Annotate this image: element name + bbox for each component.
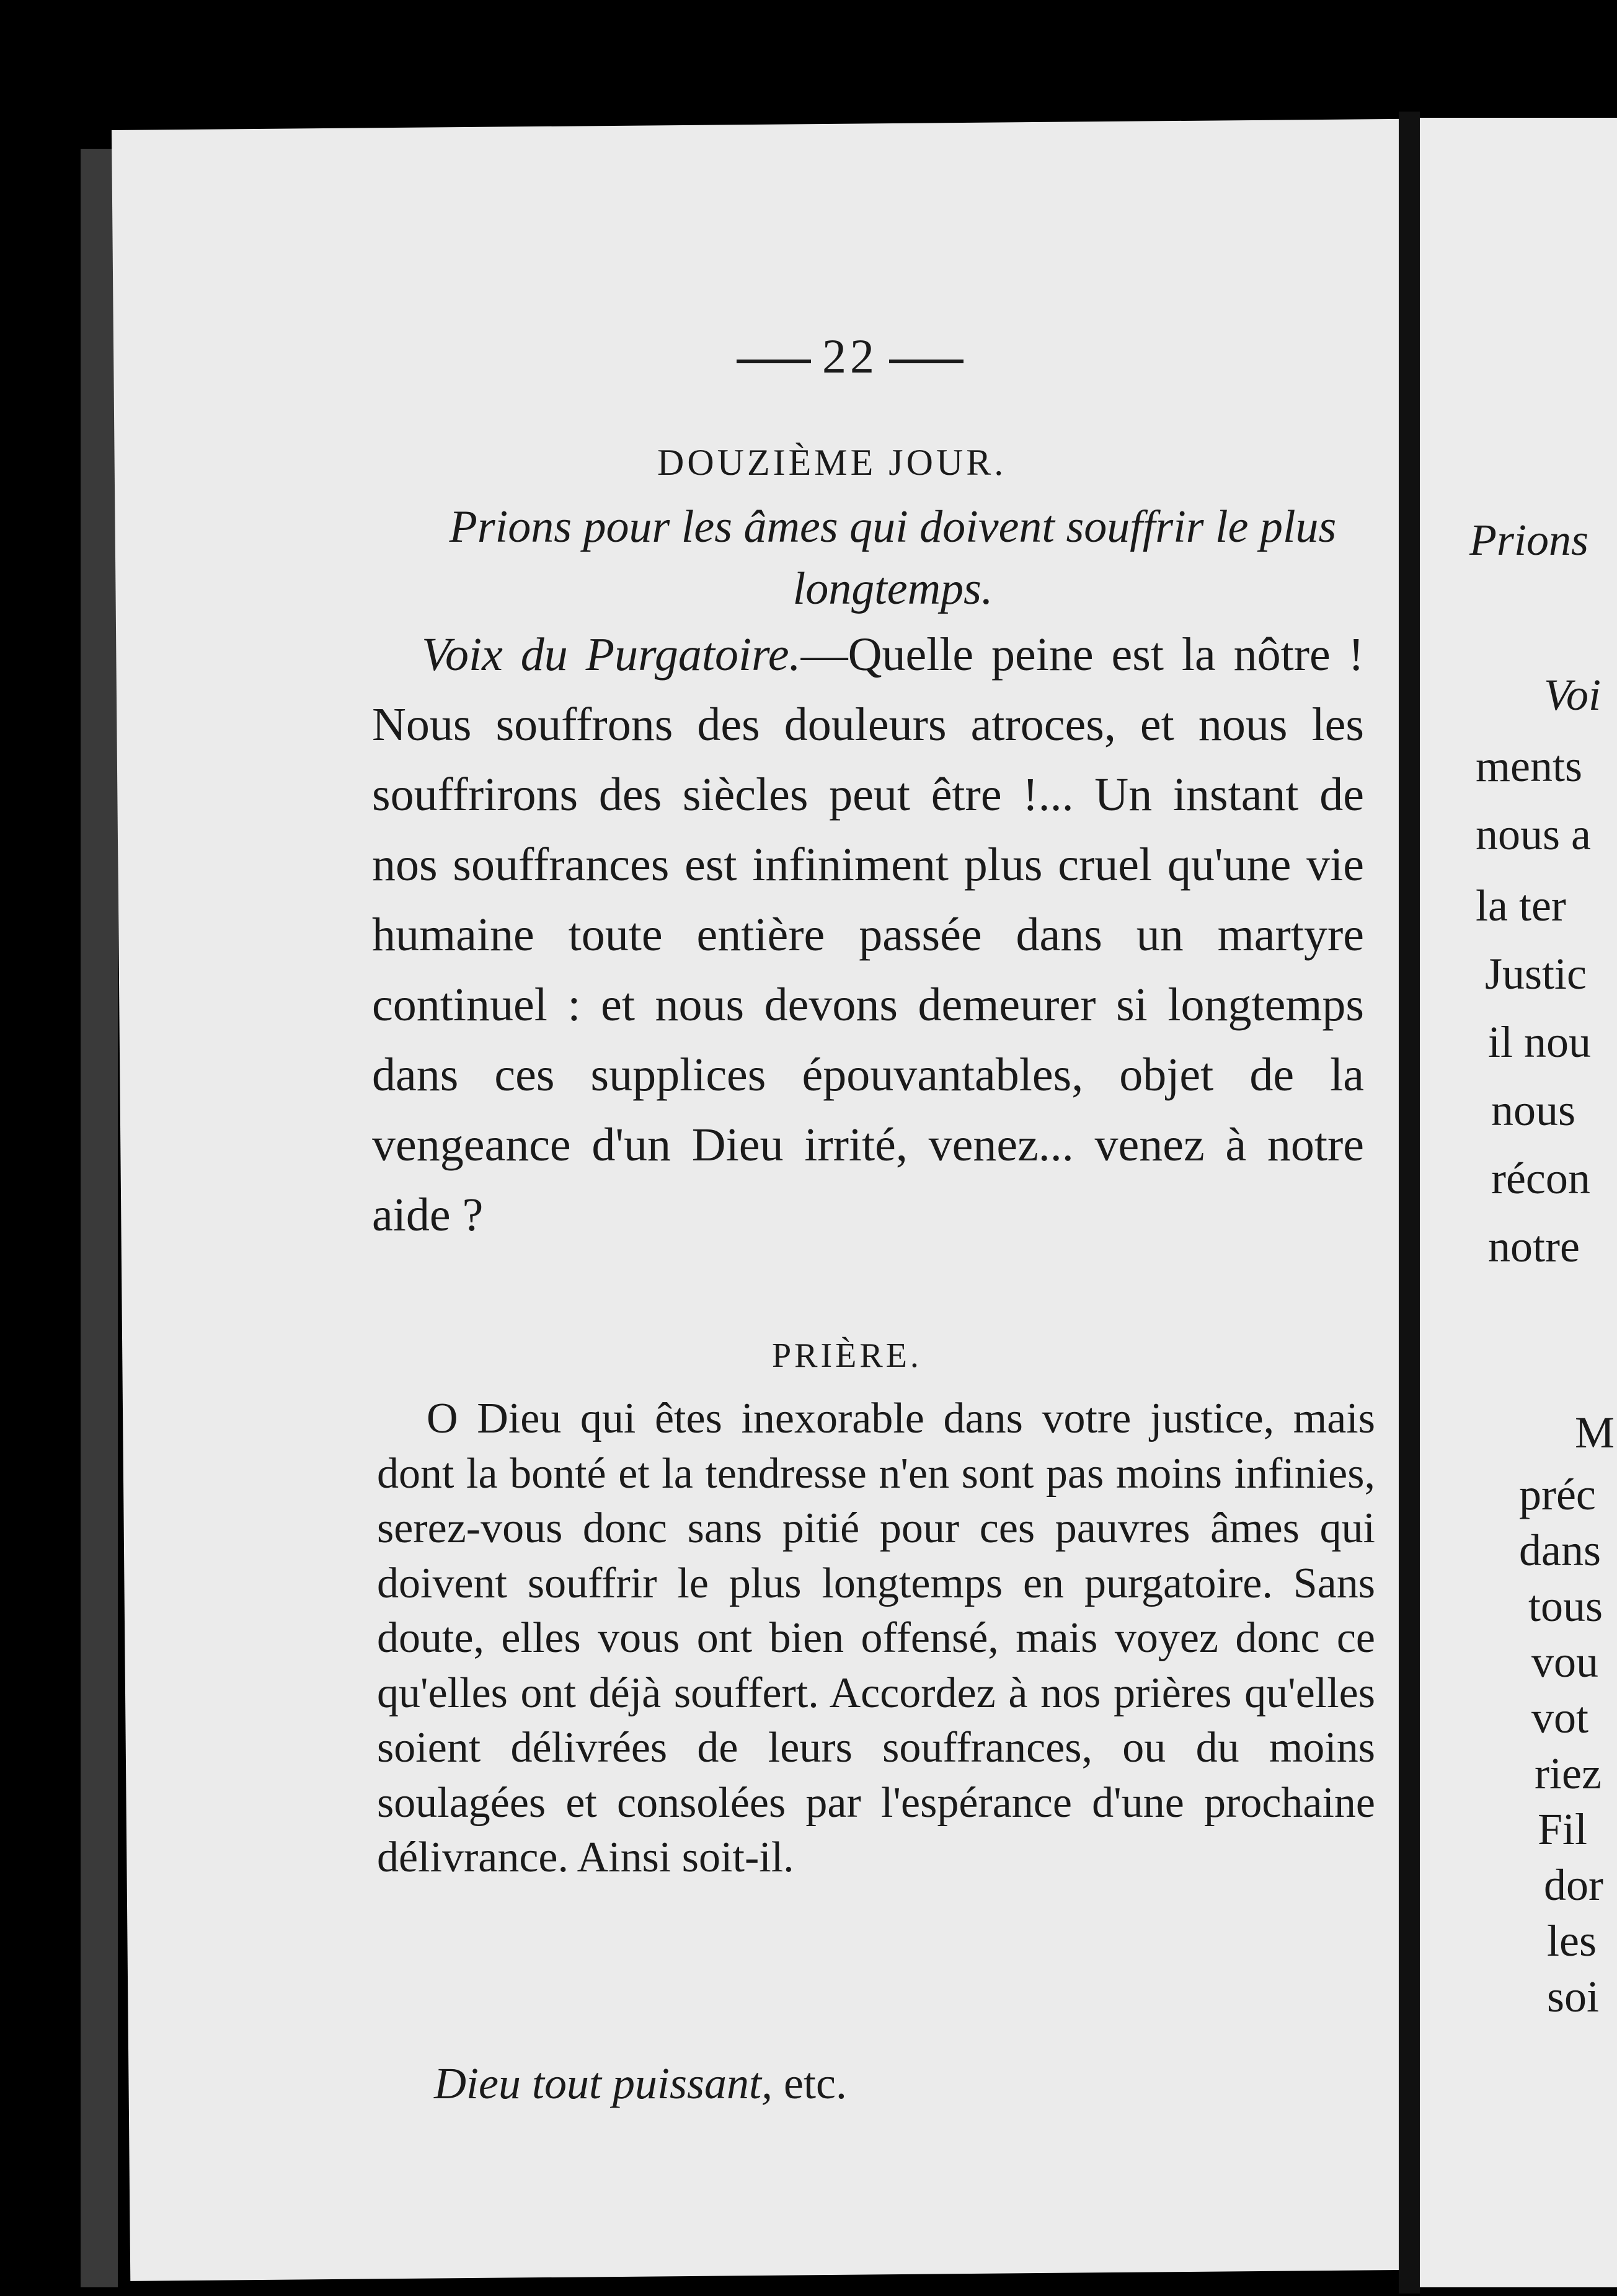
voice-lead: Voix du Purgatoire. <box>422 629 801 681</box>
right-page-line: tous <box>1528 1581 1603 1631</box>
right-page-line: nous <box>1491 1085 1576 1135</box>
closing-line <box>434 2058 847 2109</box>
voice-paragraph <box>372 620 1364 1250</box>
book-spine <box>1399 112 1420 2294</box>
right-page-line: riez <box>1535 1749 1601 1798</box>
right-page-line: ments <box>1476 741 1582 791</box>
day-title: DOUZIÈME JOUR. <box>657 442 1007 483</box>
page-number-dash-left <box>737 360 811 363</box>
right-page-line: il nou <box>1488 1017 1592 1067</box>
prayer-paragraph: O Dieu qui êtes inexorable dans votre justice, mais dont la bonté et la tendresse n'en sont pas moins infinies, serez-vous donc sans pitié pour ces pauvres âmes qui doivent souffrir le plus longtemps en purgatoire. Sans doute, elles vous ont bien offensé, mais voyez donc ce qu'elles ont déjà souffert. Accordez à nos prières qu'elles soient délivrées de leurs souffrances, ou du moins soulagées et consolées par l'espérance d'une prochaine délivrance. Ainsi soit-il. <box>377 1395 1375 1881</box>
right-page-line: dor <box>1544 1860 1603 1910</box>
right-page-line: dans <box>1519 1526 1601 1575</box>
right-page-line: nous a <box>1476 810 1591 859</box>
right-page-line: les <box>1547 1916 1597 1966</box>
page-number-dash-right <box>889 360 964 363</box>
right-page-line: M <box>1575 1408 1615 1457</box>
right-page-line: Fil <box>1538 1804 1588 1854</box>
voice-text: —Quelle peine est la nôtre ! Nous souffrons des douleurs atroces, et nous les souffrirons des siècles peut être !... Un instant de nos souffrances est infiniment plus cruel qu'une vie humaine toute entière passée dans un martyre continuel : et nous devons demeurer si longtemps dans ces supplices épouvantables, objet de la vengeance d'un Dieu irrité, venez... venez à notre aide ? <box>372 629 1364 1241</box>
right-page-line: Justic <box>1485 949 1587 999</box>
right-page-line: Voi <box>1544 670 1601 720</box>
right-page-line: soi <box>1547 1972 1600 2021</box>
right-page-line: préc <box>1519 1470 1596 1519</box>
right-page-line: notre <box>1488 1222 1580 1271</box>
right-page-line: Prions <box>1469 515 1589 565</box>
page-number <box>725 329 975 384</box>
right-page-line: vou <box>1531 1637 1598 1687</box>
right-page-line: la ter <box>1476 881 1566 930</box>
page-number-text: 22 <box>822 329 878 383</box>
closing-rest: etc. <box>773 2059 847 2108</box>
right-page-line: vot <box>1531 1693 1589 1742</box>
page-left-binding-edge <box>81 149 118 2287</box>
right-page-line: récon <box>1491 1154 1590 1203</box>
closing-italic: Dieu tout puissant, <box>434 2059 773 2108</box>
prayer-heading: PRIÈRE. <box>772 1336 922 1375</box>
day-subtitle: Prions pour les âmes qui doivent souffrir le plus longtemps. <box>449 501 1337 614</box>
